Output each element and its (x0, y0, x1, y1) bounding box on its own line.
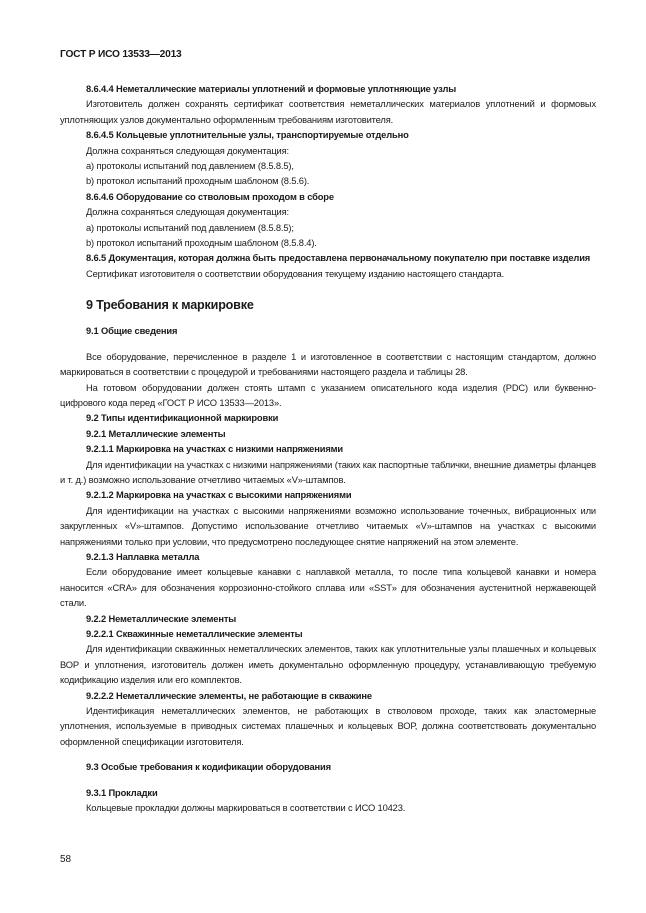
paragraph: Идентификация неметаллических элементов, не работающих в стволовом проходе, таких как эластомерные уплотнения, используемые в приводных системах плашечных и кольцевых ВОР, должна соответствовать документально оформленной спецификации изготовителя. (60, 706, 596, 747)
subsection-heading: 9.3.1 Прокладки (86, 787, 158, 798)
subsection-heading: 8.6.4.4 Неметаллические материалы уплотнений и формовые уплотняющие узлы (86, 84, 457, 94)
paragraph: b) протокол испытаний проходным шаблоном (8.5.8.4). (86, 238, 317, 249)
subsection-heading: 9.2.2 Неметаллические элементы (86, 613, 237, 624)
subsection-heading: 9.2.1.1 Маркировка на участках с низкими напряжениями (86, 444, 343, 455)
paragraph: Должна сохраняться следующая документация: (86, 145, 289, 156)
subsection-heading: 9.1 Общие сведения (86, 326, 178, 337)
paragraph: Кольцевые прокладки должны маркироваться в соответствии с ИСО 10423. (86, 803, 406, 814)
subsection-heading: 8.6.4.5 Кольцевые уплотнительные узлы, транспортируемые отдельно (86, 130, 409, 141)
subsection-heading: 9.2.1 Металлические элементы (86, 428, 226, 439)
paragraph: a) протоколы испытаний под давлением (8.5.8.5), (86, 161, 294, 172)
paragraph: Все оборудование, перечисленное в разделе 1 и изготовленное в соответствии с настоящим стандартом, должно маркироваться в соответствии с процедурой и требованиями настоящего раздела и таблицы 28. (60, 351, 596, 378)
subsection-heading: 9.2.1.2 Маркировка на участках с высокими напряжениями (86, 490, 352, 501)
document-body (60, 82, 596, 816)
subsection-heading: 9.2 Типы идентификационной маркировки (86, 413, 279, 424)
paragraph: Для идентификации скважинных неметаллических элементов, таких как уплотнительные узлы плашечных и кольцевых ВОР и уплотнения, изготовитель должен иметь документально оформленную процедуру, устанавливающую требуемую кодификацию изделия или его комплектов. (60, 644, 596, 686)
section-heading: 9 Требования к маркировке (86, 298, 254, 313)
subsection-heading: 8.6.5 Документация, которая должна быть предоставлена первоначальному покупателю при поставке изделия (86, 253, 591, 264)
paragraph: Должна сохраняться следующая документация: (86, 207, 289, 218)
paragraph: Изготовитель должен сохранять сертификат соответствия неметаллических материалов уплотнений и формовых уплотняющих узлов документально оформленным требованиям изготовителя. (60, 99, 596, 125)
paragraph: На готовом оборудовании должен стоять штамп с указанием описательного кода изделия (PDC) или буквенно-цифрового кода перед «ГОСТ Р ИСО 13533—2013». (60, 382, 596, 408)
subsection-heading: 9.2.2.1 Скважинные неметаллические элементы (86, 629, 303, 639)
subsection-heading: 9.3 Особые требования к кодификации оборудования (86, 762, 331, 773)
subsection-heading: 9.2.2.2 Неметаллические элементы, не работающие в скважине (86, 690, 372, 701)
paragraph: Если оборудование имеет кольцевые канавки с наплавкой металла, то после типа кольцевой канавки и номера наносится «CRA» для обозначения коррозионно-стойкого сплава или «SST» для обозначения аустенитной нержавеющей стали. (60, 567, 596, 609)
paragraph: a) протоколы испытаний под давлением (8.5.8.5); (86, 222, 294, 233)
page-number: 58 (60, 854, 72, 865)
document-header: ГОСТ Р ИСО 13533—2013 (60, 49, 182, 60)
paragraph: Сертификат изготовителя о соответствии оборудования текущему изданию настоящего стандарта. (86, 268, 505, 279)
subsection-heading: 9.2.1.3 Наплавка металла (86, 551, 200, 562)
paragraph: b) протокол испытаний проходным шаблоном (8.5.6). (86, 176, 310, 187)
subsection-heading: 8.6.4.6 Оборудование со стволовым проходом в сборе (86, 191, 334, 202)
paragraph: Для идентификации на участках с высокими напряжениями возможно использование точечных, вибрационных или закругленных «V»-штампов. Допустимо использование отчетливо читаемых «V»-штампов на участках с высокими напряжениями только при условии, что предусмотрено последующее снятие напряжений на этом элементе. (60, 505, 596, 547)
paragraph: Для идентификации на участках с низкими напряжениями (таких как паспортные таблички, внешние диаметры фланцев и т. д.) возможно использование отчетливо читаемых «V»-штампов. (60, 459, 596, 485)
